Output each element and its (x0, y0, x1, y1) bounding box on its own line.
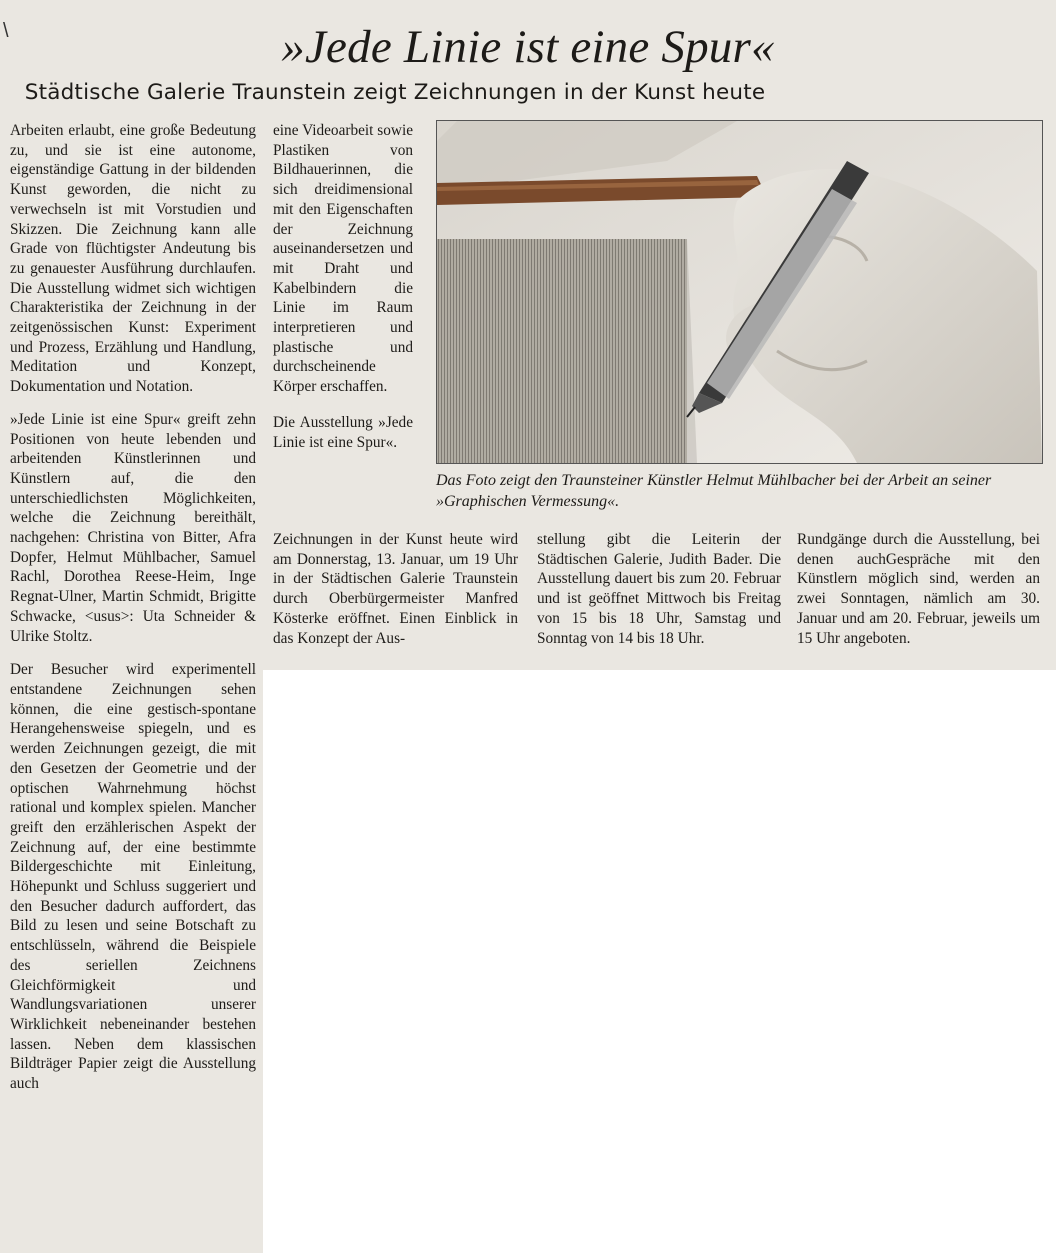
paragraph: Rundgänge durch die Ausstellung, bei denen auchGespräche mit den Künstlern möglich sind, werden an zwei Sonntagen, nämlich am 30. Januar und am 20. Februar, jeweils um 15 Uhr angeboten. (797, 531, 1040, 647)
paragraph: Arbeiten erlaubt, eine große Bedeutung zu, und sie ist eine autonome, eigenständige Gattung in der bildenden Kunst geworden, die nicht zu verwechseln ist mit Vorstudien und Skizzen. Die Zeichnung kann alle Grade von flüchtigster Andeutung bis zu genauester Ausführung durchlaufen. Die Ausstellung widmet sich wichtigen Charakteristika der Zeichnung in der zeitgenössischen Kunst: Experiment und Prozess, Erzählung und Handlung, Meditation und Konzept, Dokumentation und Notation. (10, 122, 256, 396)
subheadline: Städtische Galerie Traunstein zeigt Zeichnungen in der Kunst heute (24, 80, 766, 105)
paragraph: »Jede Linie ist eine Spur« greift zehn Positionen von heute lebenden und arbeitenden Künstlerinnen und Künstlern auf, die den unterschiedlichsten Möglichkeiten, welche die Zeichnung bereithält, nachgehen: Christina von Bitter, Afra Dopfer, Helmut Mühlbacher, Samuel Rachl, Dorothea Reese-Heim, Inge Regnat-Ulner, Martin Schmidt, Brigitte Schwacke, <usus>: Uta Schneider & Ulrike Stoltz. (10, 410, 256, 645)
article-photo (436, 120, 1043, 464)
paragraph: Der Besucher wird experimentell entstandene Zeichnungen sehen können, die eine gestisch-spontane Herangehensweise spiegeln, und es werden Zeichnungen gezeigt, die mit den Gesetzen der Geometrie und der optischen Wahrnehmung höchst rational und komplex spielen. Mancher greift den erzählerischen Aspekt der Zeichnung auf, der eine bestimmte Bildergeschichte mit Einleitung, Höhepunkt und Schluss suggeriert und den Besucher dadurch auffordert, das Bild zu lesen und seine Botschaft zu entschlüsseln, während die Beispiele des seriellen Zeichnens Gleichförmigkeit und Wandlungsvariationen unserer Wirklichkeit nebeneinander bestehen lassen. Neben dem klassischen Bildträger Papier zeigt die Ausstellung auch (10, 661, 256, 1093)
paragraph: Die Ausstellung »Jede Linie ist eine Spur«. (273, 413, 413, 451)
paragraph: stellung gibt die Leiterin der Städtischen Galerie, Judith Bader. Die Ausstellung dauert bis zum 20. Februar und ist geöffnet Mittwoch bis Freitag von 15 bis 18 Uhr, Samstag und Sonntag von 14 bis 18 Uhr. (537, 531, 781, 647)
article-column-1 (10, 121, 256, 1094)
photo-artist-hand-drawing (437, 121, 1042, 463)
paragraph: Zeichnungen in der Kunst heute wird am Donnerstag, 13. Januar, um 19 Uhr in der Städtischen Galerie Traunstein durch Oberbürgermeister Manfred Kösterke eröffnet. Einen Einblick in das Konzept der Aus- (273, 531, 518, 647)
edge-mark: \ (3, 20, 9, 42)
article-column-4 (537, 530, 781, 648)
paragraph: eine Videoarbeit sowie Plastiken von Bildhauerinnen, die sich dreidimensional mit den Eigenschaften der Zeichnung auseinandersetzen und mit Draht und Kabelbindern die Linie im Raum interpretieren und plastische und durchscheinende Körper erschaffen. (273, 122, 413, 396)
headline: »Jede Linie ist eine Spur« (281, 21, 775, 73)
article-column-2 (273, 121, 413, 452)
article-column-5 (797, 530, 1040, 648)
article-column-3 (273, 530, 518, 648)
photo-caption: Das Foto zeigt den Traunsteiner Künstler Helmut Mühlbacher bei der Arbeit an seiner »Graphischen Vermessung«. (436, 472, 992, 510)
